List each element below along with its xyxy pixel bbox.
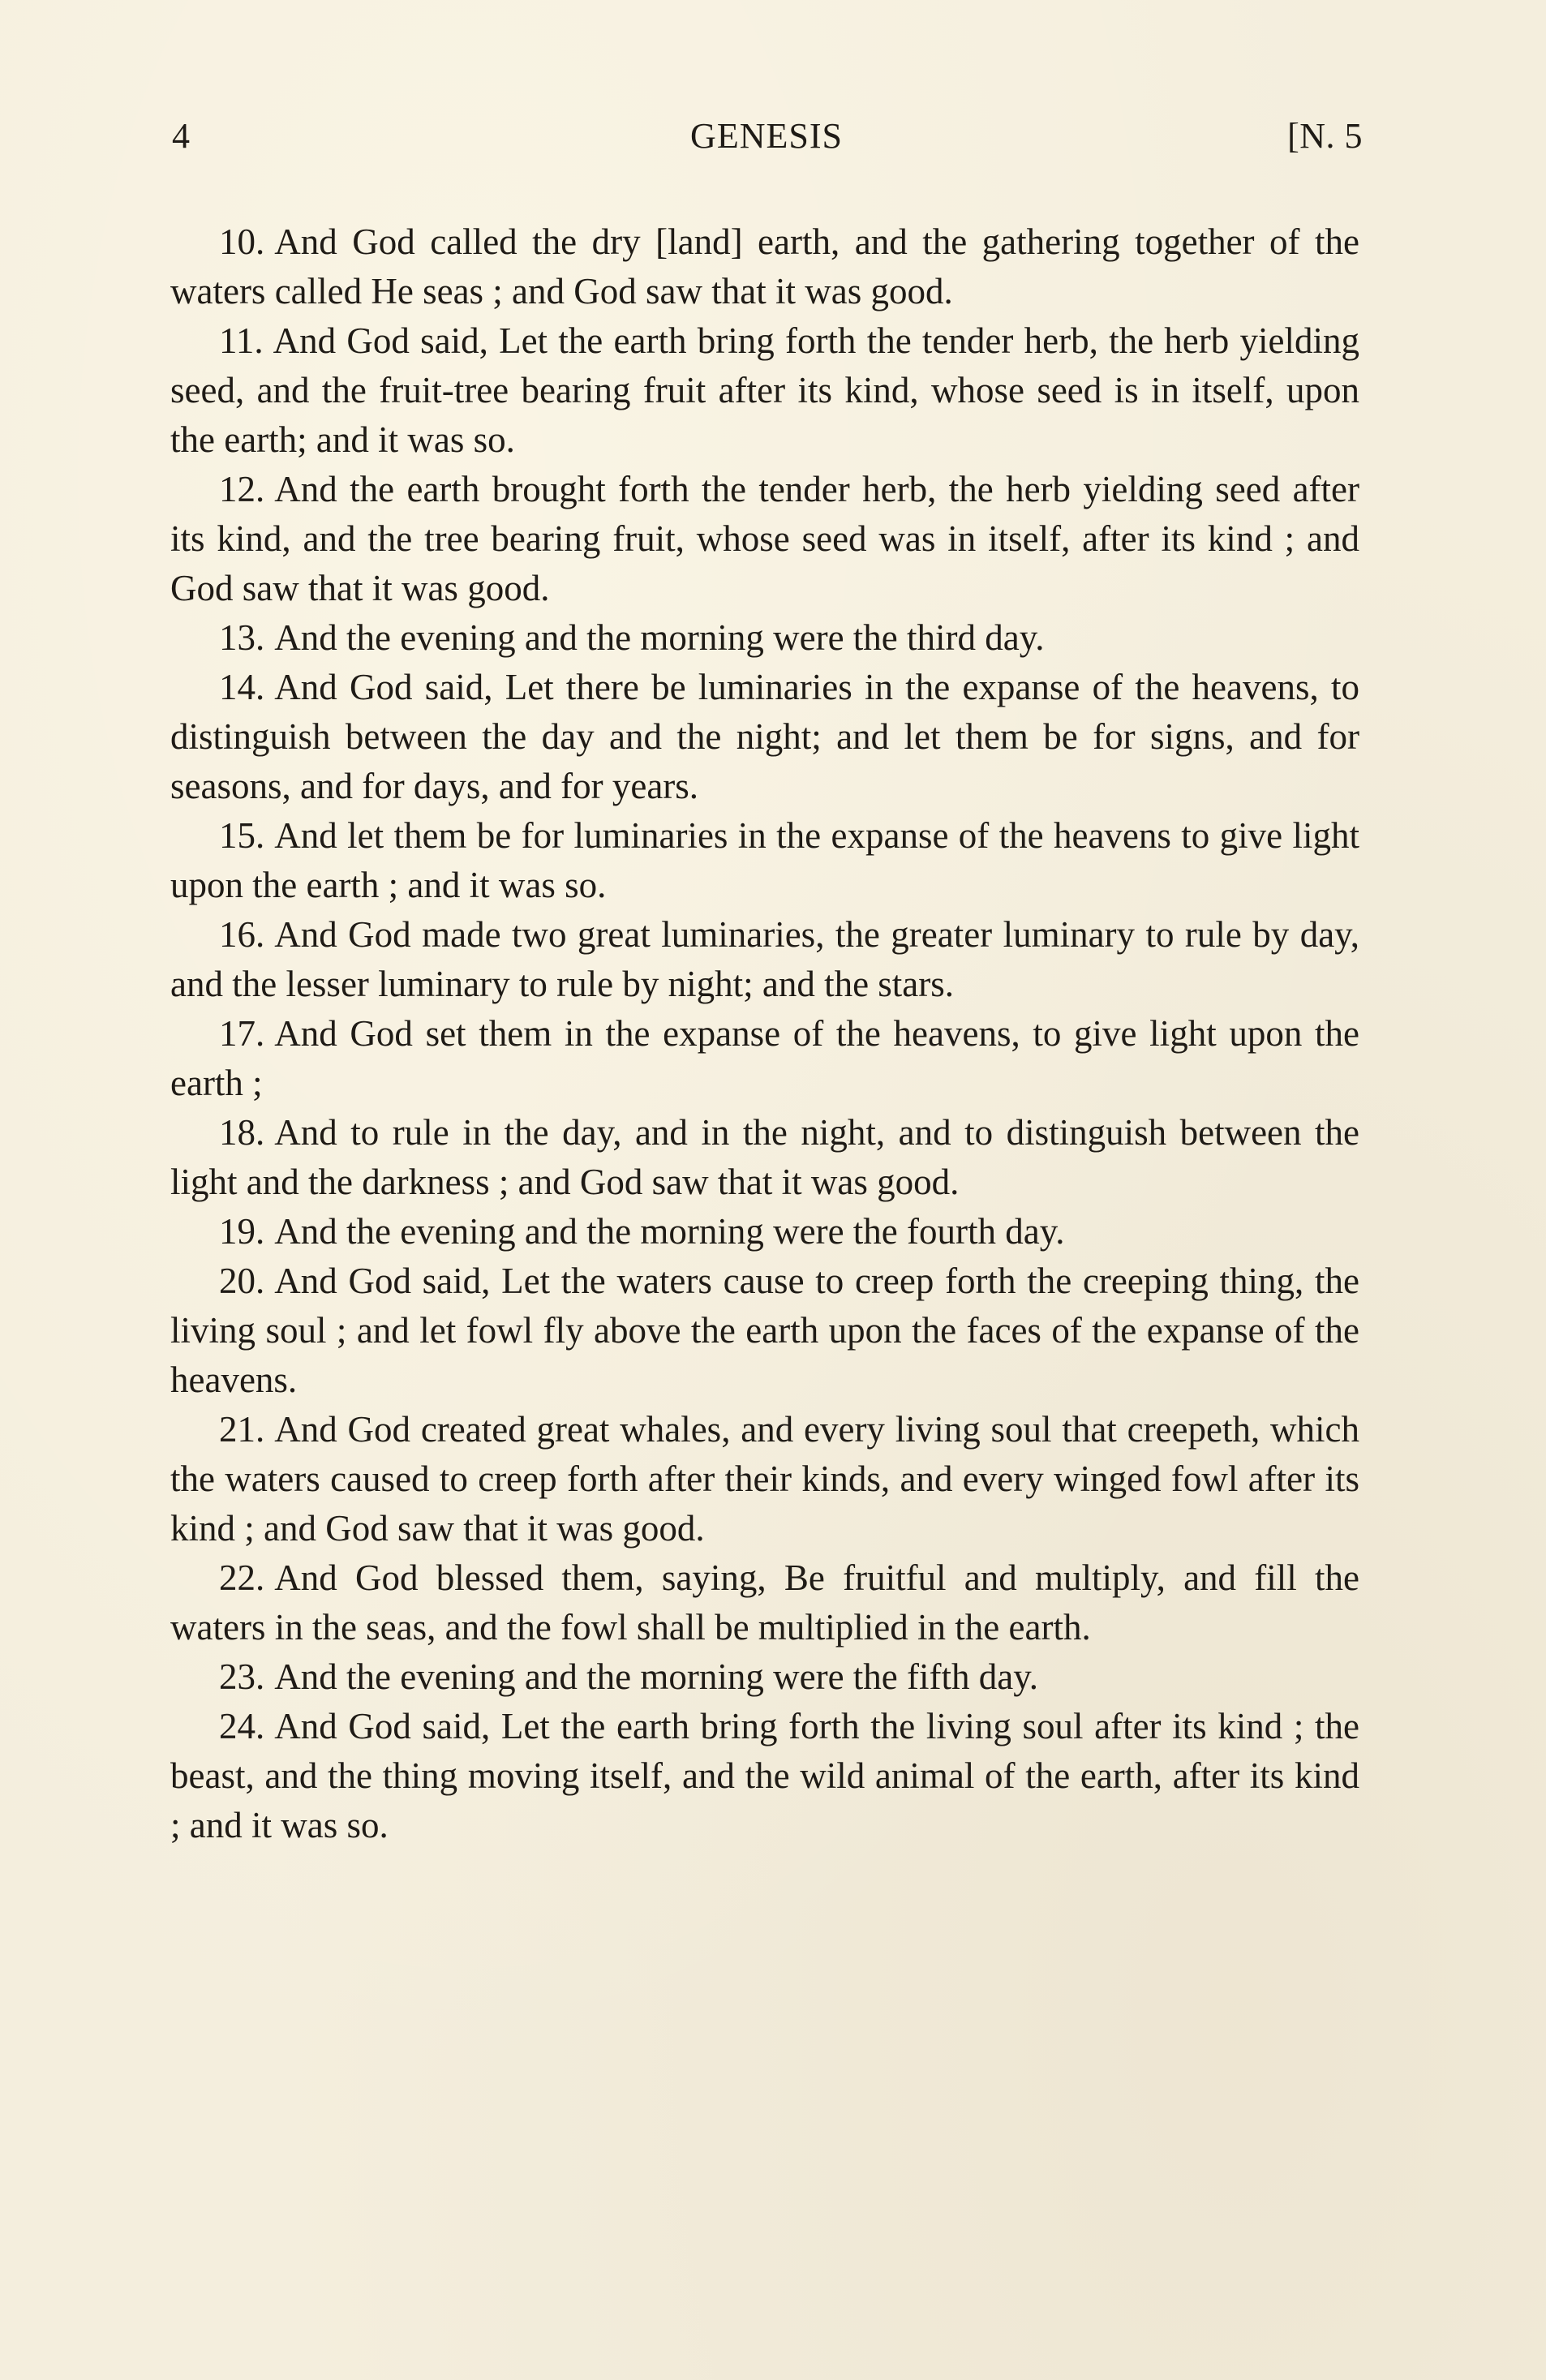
verse-number: 18. [219, 1112, 265, 1153]
verse-number: 17. [219, 1013, 265, 1054]
verse-number: 24. [219, 1706, 265, 1746]
verse-text: And God made two great luminaries, the greater luminary to rule by day, and the lesser luminary to rule by night; and the stars. [170, 914, 1359, 1004]
verse-number: 19. [219, 1211, 265, 1252]
verse-text: And God said, Let there be luminaries in the expanse of the heavens, to distinguish between the day and the night; and let them be for signs, and for seasons, and for days, and for years. [170, 667, 1359, 806]
book-title: GENESIS [690, 116, 843, 156]
verse [170, 217, 1359, 316]
verse-number: 14. [219, 667, 265, 707]
verse [170, 910, 1359, 1009]
verse-number: 22. [219, 1557, 265, 1598]
verse [170, 1257, 1359, 1405]
verse-number: 15. [219, 815, 265, 856]
running-head [170, 112, 1363, 161]
verse-number: 20. [219, 1261, 265, 1301]
verse [170, 1702, 1359, 1850]
verse [170, 465, 1359, 613]
verse-text: And God blessed them, saying, Be fruitful and multiply, and fill the waters in the seas, and the fowl shall be multiplied in the earth. [170, 1557, 1359, 1648]
verse-text: And to rule in the day, and in the night, and to distinguish between the light and the darkness ; and God saw that it was good. [170, 1112, 1359, 1202]
verse [170, 663, 1359, 811]
verse-number: 16. [219, 914, 265, 955]
verse [170, 613, 1359, 663]
verse-number: 13. [219, 617, 265, 658]
verse-text: And the evening and the morning were the third day. [274, 617, 1045, 658]
verse [170, 1207, 1359, 1257]
verse [170, 1652, 1359, 1702]
verse-number: 12. [219, 469, 265, 509]
page-number: 4 [172, 116, 191, 156]
verse-number: 23. [219, 1656, 265, 1697]
verse-text: And God said, Let the waters cause to creep forth the creeping thing, the living soul ; and let fowl fly above the earth upon the faces of the expanse of the heavens. [170, 1261, 1359, 1400]
verse-text: And God created great whales, and every living soul that creepeth, which the waters caused to creep forth after their kinds, and every winged fowl after its kind ; and God saw that it was good. [170, 1409, 1359, 1549]
verse [170, 1009, 1359, 1108]
verse-text: And let them be for luminaries in the expanse of the heavens to give light upon the earth ; and it was so. [170, 815, 1359, 905]
verse-number: 10. [219, 221, 265, 262]
verse [170, 1553, 1359, 1652]
text-body [170, 217, 1359, 1850]
verse-text: And God called the dry [land] earth, and the gathering together of the waters called He seas ; and God saw that it was good. [170, 221, 1359, 311]
verse-text: And God said, Let the earth bring forth the living soul after its kind ; the beast, and the thing moving itself, and the wild animal of the earth, after its kind ; and it was so. [170, 1706, 1359, 1845]
verse-text: And God set them in the expanse of the heavens, to give light upon the earth ; [170, 1013, 1359, 1103]
verse-text: And the evening and the morning were the fifth day. [274, 1656, 1039, 1697]
verse [170, 1108, 1359, 1207]
section-mark: [N. 5 [1287, 116, 1363, 156]
verse-text: And the evening and the morning were the fourth day. [274, 1211, 1065, 1252]
verse-text: And God said, Let the earth bring forth the tender herb, the herb yielding seed, and the fruit-tree bearing fruit after its kind, whose seed is in itself, upon the earth; and it was so. [170, 320, 1359, 460]
verse-text: And the earth brought forth the tender herb, the herb yielding seed after its kind, and the tree bearing fruit, whose seed was in itself, after its kind ; and God saw that it was good. [170, 469, 1359, 608]
verse [170, 316, 1359, 465]
verse [170, 1405, 1359, 1553]
verse-number: 11. [219, 320, 264, 361]
verse [170, 811, 1359, 910]
verse-number: 21. [219, 1409, 265, 1450]
